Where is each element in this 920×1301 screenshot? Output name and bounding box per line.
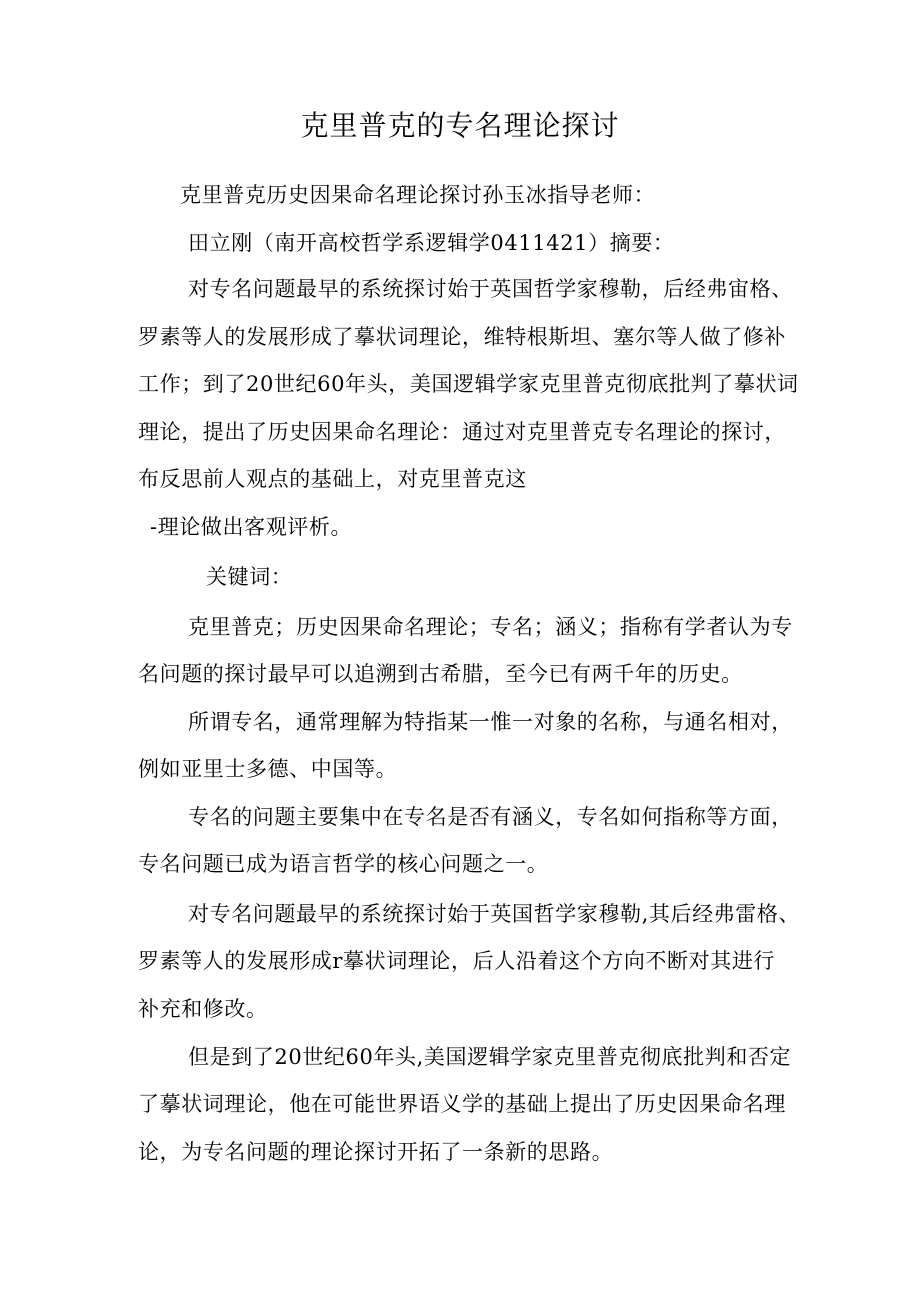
author-line: 克里普克历史因果命名理论探讨孙玉冰指导老师： [180, 183, 656, 207]
body-line: 名问题的探讨最早可以追溯到古希腊，至今已有两千年的历史。 [138, 662, 743, 686]
abstract-line: -理论做出客观评析。 [150, 515, 353, 539]
body-line: 了摹状词理论，他在可能世界语义学的基础上提出了历史因果命名理 [138, 1092, 786, 1116]
abstract-line: 理论，提出了历史因果命名理论：通过对克里普克专名理论的探讨， [138, 420, 786, 444]
body-line: 专名的问题主要集中在专名是否有涵义，专名如何指称等方面， [188, 805, 793, 829]
abstract-line: 对专名问题最早的系统探讨始于英国哲学家穆勒，后经弗宙格、 [188, 277, 793, 301]
abstract-line: 布反思前人观点的基础上，对克里普克这 [138, 467, 527, 491]
body-line: 对专名问题最早的系统探讨始于英国哲学家穆勒,其后经弗雷格、 [188, 902, 801, 926]
body-line: 补充和修改。 [138, 997, 268, 1021]
keywords-heading: 关键词： [206, 565, 293, 589]
body-line: 罗素等人的发展形成r摹状词理论，后人沿着这个方向不断对其进行 [138, 949, 776, 973]
body-line: 克里普克；历史因果命名理论；专名；涵义；指称有学者认为专 [188, 615, 793, 639]
abstract-line: 罗素等人的发展形成了摹状词理论，维特根斯坦、塞尔等人做了修补 [138, 325, 786, 349]
body-line: 专名问题已成为语言哲学的核心问题之一。 [138, 852, 549, 876]
body-line: 论，为专名问题的理论探讨开拓了一条新的思路。 [138, 1140, 614, 1164]
body-line: 例如亚里士多德、中国等。 [138, 757, 398, 781]
abstract-line: 工作；到了20世纪60年头，美国逻辑学家克里普克彻底批判了摹状词 [138, 372, 799, 396]
body-line: 但是到了20世纪60年头,美国逻辑学家克里普克彻底批判和否定 [188, 1045, 792, 1069]
affiliation-line: 田立刚（南开高校哲学系逻辑学0411421）摘要： [188, 231, 675, 255]
document-title: 克里普克的专名理论探讨 [300, 109, 620, 142]
body-line: 所谓专名，通常理解为特指某一惟一对象的名称，与通名相对， [188, 710, 793, 734]
